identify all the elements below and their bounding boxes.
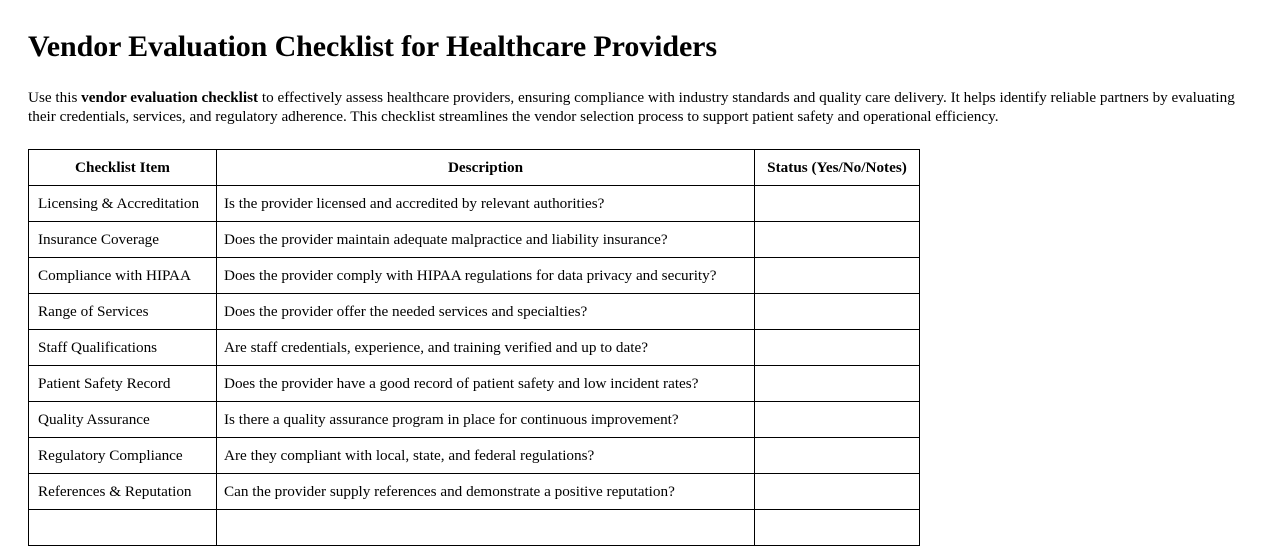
status-cell[interactable] [755,222,920,258]
description-cell: Can the provider supply references and demonstrate a positive reputation? [217,474,755,510]
checklist-item-cell: Range of Services [29,294,217,330]
checklist-item-cell: Staff Qualifications [29,330,217,366]
status-cell[interactable] [755,366,920,402]
description-cell: Does the provider offer the needed services and specialties? [217,294,755,330]
table-body [29,186,920,546]
status-cell[interactable] [755,186,920,222]
description-cell [217,510,755,546]
table-row [29,294,920,330]
description-cell: Does the provider maintain adequate malpractice and liability insurance? [217,222,755,258]
intro-rest-text: to effectively assess healthcare providers, ensuring compliance with industry standards and quality care delivery. It helps identify reliable partners by evaluating their credentials, services, and regulatory adherence. This checklist streamlines the vendor selection process to support patient safety and operational efficiency. [28,89,1235,125]
table-row [29,438,920,474]
vendor-evaluation-table [28,149,920,546]
table-row [29,474,920,510]
description-cell: Does the provider comply with HIPAA regulations for data privacy and security? [217,258,755,294]
checklist-item-cell: Regulatory Compliance [29,438,217,474]
checklist-item-cell: Insurance Coverage [29,222,217,258]
intro-paragraph [28,63,1236,126]
status-cell[interactable] [755,510,920,546]
description-cell: Does the provider have a good record of patient safety and low incident rates? [217,366,755,402]
table-row [29,366,920,402]
table-row [29,186,920,222]
table-row [29,510,920,546]
status-cell[interactable] [755,402,920,438]
table-row [29,330,920,366]
status-cell[interactable] [755,438,920,474]
status-cell[interactable] [755,294,920,330]
status-cell[interactable] [755,474,920,510]
table-row [29,222,920,258]
checklist-item-cell: References & Reputation [29,474,217,510]
intro-emphasis-text: vendor evaluation checklist [81,89,259,106]
checklist-item-cell: Licensing & Accreditation [29,186,217,222]
description-cell: Is there a quality assurance program in place for continuous improvement? [217,402,755,438]
description-cell: Are staff credentials, experience, and training verified and up to date? [217,330,755,366]
status-cell[interactable] [755,258,920,294]
table-header-row [29,150,920,186]
page-title: Vendor Evaluation Checklist for Healthcare Providers [28,30,717,63]
status-cell[interactable] [755,330,920,366]
table-header [29,150,920,186]
column-header-status: Status (Yes/No/Notes) [755,150,920,186]
table-row [29,258,920,294]
description-cell: Is the provider licensed and accredited by relevant authorities? [217,186,755,222]
intro-lead-text: Use this [28,89,82,106]
column-header-checklist-item: Checklist Item [29,150,217,186]
checklist-item-cell: Patient Safety Record [29,366,217,402]
checklist-item-cell: Quality Assurance [29,402,217,438]
description-cell: Are they compliant with local, state, and federal regulations? [217,438,755,474]
table-row [29,402,920,438]
checklist-item-cell [29,510,217,546]
checklist-item-cell: Compliance with HIPAA [29,258,217,294]
column-header-description: Description [217,150,755,186]
